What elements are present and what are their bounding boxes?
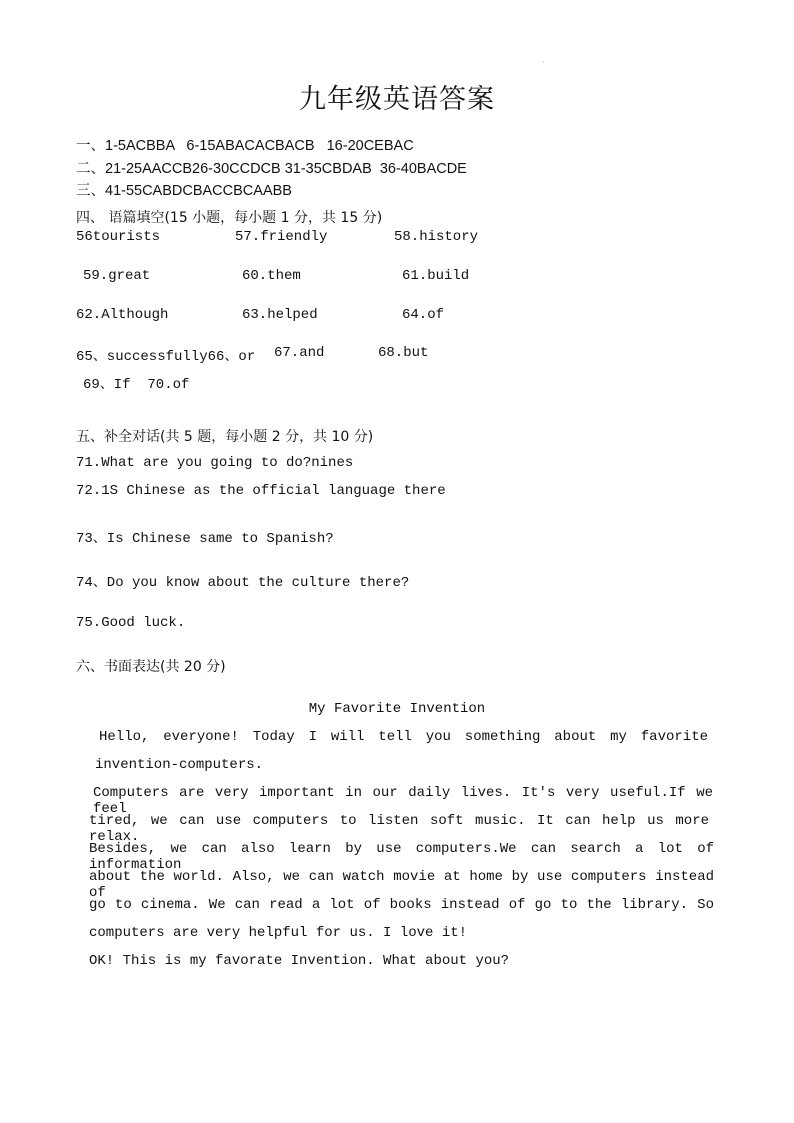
answer-67: 67.and bbox=[274, 345, 325, 361]
answer-59: 59.great bbox=[83, 268, 151, 284]
essay-line: tired, we can use computers to listen soft music. It can help us more relax. bbox=[89, 813, 709, 845]
section-1-answers: 一、1-5ACBBA 6-15ABACACBACB 16-20CEBAC bbox=[76, 138, 414, 154]
essay-line: Computers are very important in our daily lives. It's very useful.If we feel bbox=[93, 785, 713, 817]
answer-61: 61.build bbox=[402, 268, 470, 284]
answer-74: 74、Do you know about the culture there? bbox=[76, 575, 410, 591]
essay-title: My Favorite Invention bbox=[308, 701, 486, 717]
section-5-heading: 五、补全对话(共 5 题，每小题 2 分，共 10 分) bbox=[76, 429, 374, 445]
section-3-answers: 三、41-55CABDCBACCBCAABB bbox=[76, 183, 292, 199]
answer-71: 71.What are you going to do?nines bbox=[76, 455, 354, 471]
answer-68: 68.but bbox=[378, 345, 429, 361]
essay-line: about the world. Also, we can watch movie at home by use computers instead of bbox=[89, 869, 714, 901]
answer-72: 72.1S Chinese as the official language there bbox=[76, 483, 446, 499]
answer-64: 64.of bbox=[402, 307, 445, 323]
page-title: 九年级英语答案 bbox=[299, 84, 495, 115]
answer-56: 56tourists bbox=[76, 229, 161, 245]
essay-line: Besides, we can also learn by use computers.We can search a lot of information bbox=[89, 841, 714, 873]
scan-dot: · bbox=[542, 58, 545, 67]
essay-line: OK! This is my favorate Invention. What about you? bbox=[89, 953, 510, 969]
answer-58: 58.history bbox=[394, 229, 479, 245]
answer-73: 73、Is Chinese same to Spanish? bbox=[76, 531, 334, 547]
answer-75: 75.Good luck. bbox=[76, 615, 186, 631]
answer-69-70: 69、If 70.of bbox=[83, 377, 190, 393]
essay-line: computers are very helpful for us. I love it! bbox=[89, 925, 468, 941]
essay-line: go to cinema. We can read a lot of books instead of go to the library. So bbox=[89, 897, 714, 913]
answer-63: 63.helped bbox=[242, 307, 318, 323]
section-4-heading: 四、 语篇填空(15 小题，每小题 1 分，共 15 分) bbox=[76, 210, 383, 226]
answer-62: 62.Although bbox=[76, 307, 169, 323]
section-6-heading: 六、书面表达(共 20 分) bbox=[76, 659, 226, 675]
essay-line: invention-computers. bbox=[95, 757, 264, 773]
answer-60: 60.them bbox=[242, 268, 301, 284]
essay-line: Hello, everyone! Today I will tell you something about my favorite bbox=[99, 729, 708, 745]
section-2-answers: 二、21-25AACCB26-30CCDCB 31-35CBDAB 36-40BACDE bbox=[76, 161, 467, 177]
answer-65-66: 65、successfully66、or bbox=[76, 349, 256, 365]
answer-57: 57.friendly bbox=[235, 229, 328, 245]
